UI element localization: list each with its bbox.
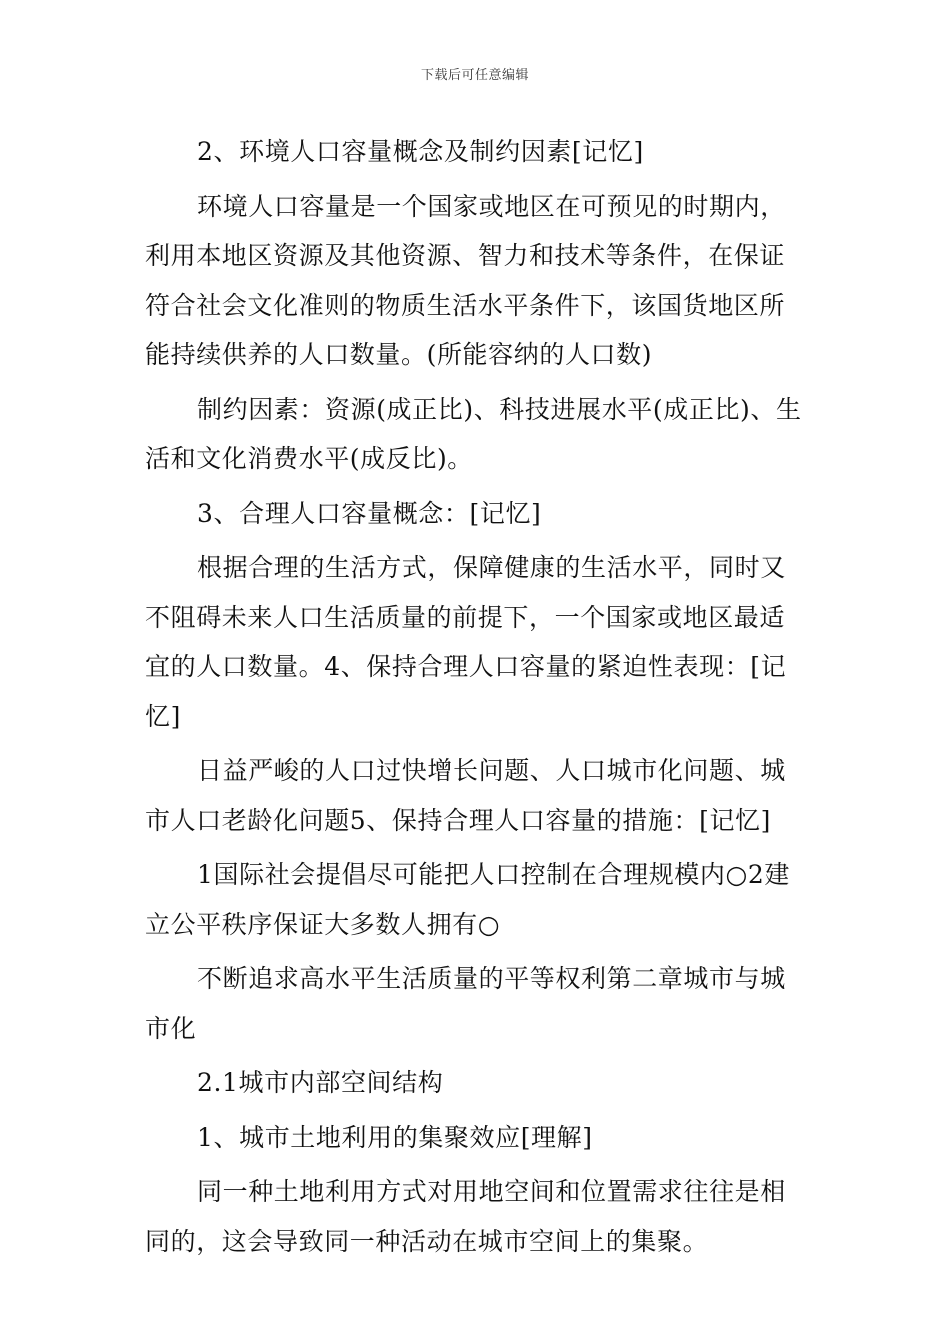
paragraph-urgency-issues: 日益严峻的人口过快增长问题、人口城市化问题、城市人口老龄化问题5、保持合理人口容量的措施：[记忆] — [145, 756, 786, 835]
page-header: 下载后可任意编辑 — [420, 68, 529, 83]
paragraph-measures: 1国际社会提倡尽可能把人口控制在合理规模内○2建立公平秩序保证大多数人拥有○ — [145, 860, 791, 939]
section-heading-urban-structure: 2.1城市内部空间结构 — [197, 1068, 444, 1097]
section-heading-reasonable-capacity: 3、合理人口容量概念：[记忆] — [197, 498, 542, 528]
paragraph-equal-rights-chapter-two: 不断追求高水平生活质量的平等权利第二章城市与城市化 — [145, 964, 786, 1043]
paragraph-constraint-factors: 制约因素：资源(成正比)、科技进展水平(成正比)、生活和文化消费水平(成反比)。 — [145, 394, 802, 473]
section-heading-environment-capacity: 2、环境人口容量概念及制约因素[记忆] — [197, 137, 644, 166]
document-body — [145, 127, 810, 1271]
section-heading-agglomeration: 1、城市土地利用的集聚效应[理解] — [197, 1122, 593, 1152]
paragraph-agglomeration-explanation: 同一种土地利用方式对用地空间和位置需求往往是相同的，这会导致同一种活动在城市空间上的集聚。 — [145, 1177, 786, 1256]
paragraph-environment-capacity-definition: 环境人口容量是一个国家或地区在可预见的时期内，利用本地区资源及其他资源、智力和技术等条件，在保证符合社会文化准则的物质生活水平条件下，该国货地区所能持续供养的人口数量。(所能容纳的人口数) — [145, 191, 786, 369]
paragraph-reasonable-capacity-definition: 根据合理的生活方式，保障健康的生活水平，同时又不阻碍未来人口生活质量的前提下，一个国家或地区最适宜的人口数量。4、保持合理人口容量的紧迫性表现：[记忆] — [145, 553, 787, 731]
